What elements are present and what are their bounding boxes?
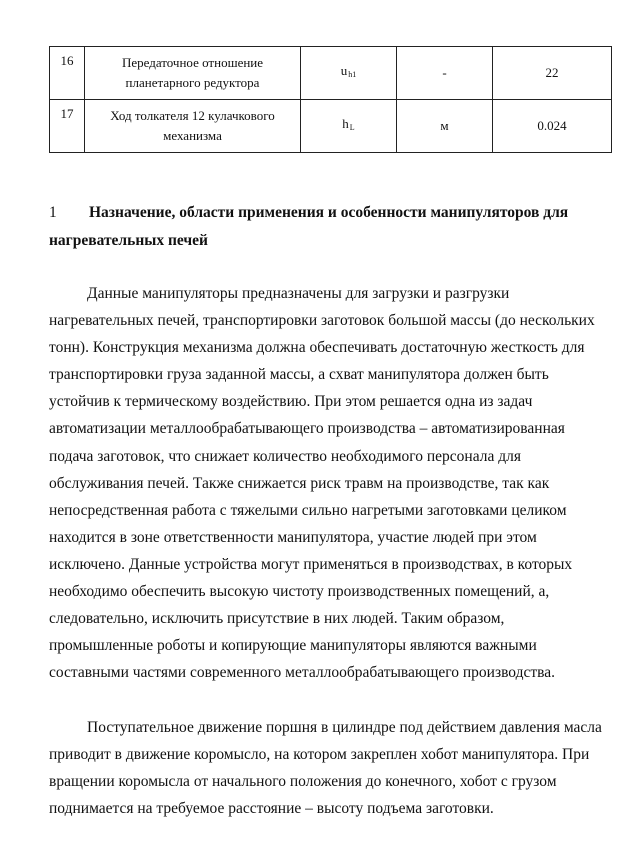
- section-heading: [49, 199, 609, 255]
- parameter-name-line: механизма: [163, 128, 222, 143]
- symbol-subscript: L: [349, 123, 355, 132]
- parameter-unit: -: [397, 47, 493, 100]
- section-title-line1: Назначение, области применения и особенности манипуляторов для: [89, 204, 569, 221]
- table-row: [50, 47, 612, 100]
- text-line: промышленные роботы и копирующие манипуляторы являются важными: [49, 637, 537, 655]
- text-line: составными частями современного металлообрабатывающего производства.: [49, 664, 556, 682]
- parameter-unit: м: [397, 100, 493, 153]
- parameter-symbol: [301, 47, 397, 100]
- body-paragraph-2: [49, 714, 609, 822]
- text-line: нагревательных печей, транспортировки заготовок большой массы (до нескольких: [49, 312, 595, 330]
- text-line: тонн). Конструкция механизма должна обеспечивать достаточную жесткость для: [49, 339, 585, 357]
- parameter-name: [85, 100, 301, 153]
- parameter-name: [85, 47, 301, 100]
- text-line: находится в зоне ответственности манипулятора, участие людей при этом: [49, 528, 537, 546]
- text-line: Данные манипуляторы предназначены для загрузки и разгрузки: [87, 285, 510, 302]
- parameter-symbol: [301, 100, 397, 153]
- text-line: подача заготовок, что снижает количество необходимого персонала для: [49, 447, 521, 465]
- row-number: 16: [50, 47, 85, 100]
- text-line: приводит в движение коромысло, на котором закреплен хобот манипулятора. При: [49, 746, 590, 764]
- text-line: следовательно, исключить присутствие в них людей. Таким образом,: [49, 610, 505, 628]
- symbol-base: u: [340, 63, 348, 78]
- parameters-table: [49, 46, 612, 153]
- text-line: исключено. Данные устройства могут применяться в производствах, в которых: [49, 555, 573, 573]
- section-title-line2: нагревательных печей: [49, 232, 208, 249]
- text-line: вращении коромысла от начального положения до конечного, хобот с грузом: [49, 773, 557, 791]
- parameter-name-line: планетарного редуктора: [125, 75, 260, 90]
- row-number: 17: [50, 100, 85, 153]
- section-number: 1: [49, 204, 57, 221]
- symbol-subscript: h1: [348, 70, 357, 79]
- table-row: [50, 100, 612, 153]
- text-line: обслуживания печей. Также снижается риск травм на производстве, так как: [49, 474, 550, 492]
- parameter-name-line: Передаточное отношение: [121, 55, 264, 70]
- text-line: непосредственная работа с тяжелыми сильно нагретыми заготовками целиком: [49, 501, 567, 519]
- text-line: Поступательное движение поршня в цилиндре под действием давления масла: [87, 719, 602, 736]
- parameter-value: 22: [493, 47, 612, 100]
- text-line: транспортировки груза заданной массы, а схват манипулятора должен быть: [49, 366, 549, 384]
- text-line: необходимо обеспечить высокую чистоту производственных помещений, а,: [49, 583, 550, 601]
- parameter-name-line: Ход толкателя 12 кулачкового: [110, 108, 275, 123]
- body-paragraph-1: [49, 280, 609, 686]
- text-line: устойчив к термическому воздействию. При этом решается одна из задач: [49, 393, 533, 411]
- text-line: поднимается на требуемое расстояние – высоту подъема заготовки.: [49, 800, 494, 818]
- parameter-value: 0.024: [493, 100, 612, 153]
- text-line: автоматизации металлообрабатывающего производства – автоматизированная: [49, 420, 565, 438]
- symbol-base: h: [342, 116, 349, 131]
